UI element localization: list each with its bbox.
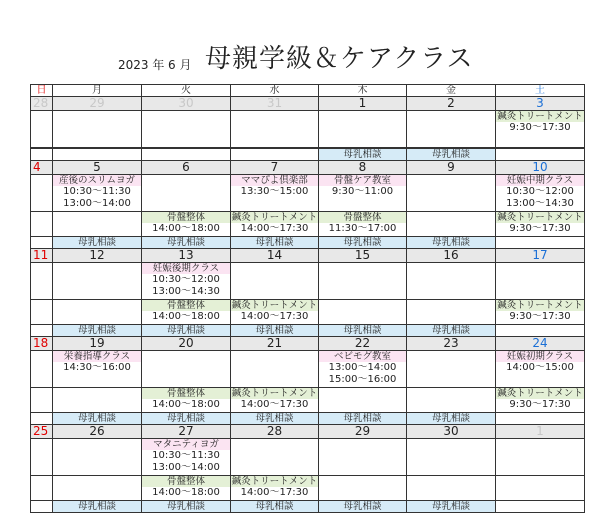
event-time: 13:00〜14:30 bbox=[506, 198, 574, 209]
date-row bbox=[31, 249, 585, 263]
breastfeeding-consult-cell: 母乳相談 bbox=[319, 501, 407, 513]
event-label: 妊娠後期クラス bbox=[142, 263, 230, 274]
event-cell bbox=[53, 175, 142, 212]
day-number: 26 bbox=[53, 425, 142, 439]
breastfeeding-consult-cell bbox=[31, 325, 53, 337]
treatment-cell bbox=[142, 300, 231, 325]
event-cell bbox=[407, 439, 496, 476]
event-cell bbox=[231, 351, 319, 388]
day-number: 27 bbox=[142, 425, 231, 439]
breastfeeding-consult-cell: 母乳相談 bbox=[231, 501, 319, 513]
breastfeeding-consult-cell: 母乳相談 bbox=[319, 325, 407, 337]
breastfeeding-consult-cell: 母乳相談 bbox=[407, 237, 496, 249]
treatment-cell bbox=[231, 476, 319, 501]
event-cell bbox=[231, 175, 319, 212]
event-cell bbox=[496, 175, 585, 212]
treatment-label: 鍼灸トリートメント bbox=[231, 212, 318, 223]
day-number: 19 bbox=[53, 337, 142, 351]
treatment-label: 骨盤整体 bbox=[142, 300, 230, 311]
treatment-cell bbox=[319, 300, 407, 325]
treatment-cell bbox=[31, 300, 53, 325]
day-number: 25 bbox=[31, 425, 53, 439]
event-time: 13:00〜14:00 bbox=[328, 362, 397, 373]
treatment-cell bbox=[231, 300, 319, 325]
date-row bbox=[31, 97, 585, 111]
treatment-label: 骨盤整体 bbox=[142, 212, 230, 223]
treatment-time: 14:00〜17:30 bbox=[240, 311, 309, 322]
event-cell bbox=[319, 175, 407, 212]
day-number: 23 bbox=[407, 337, 496, 351]
day-number: 8 bbox=[319, 161, 407, 175]
breastfeeding-consult-cell: 母乳相談 bbox=[53, 237, 142, 249]
event-time: 10:30〜12:00 bbox=[506, 186, 574, 197]
breastfeeding-consult-cell bbox=[142, 149, 231, 161]
event-cell bbox=[31, 351, 53, 388]
breastfeeding-consult-cell bbox=[31, 149, 53, 161]
event-label: 産後のスリムヨガ bbox=[53, 175, 141, 186]
breastfeeding-consult-cell bbox=[231, 149, 319, 161]
day-number: 24 bbox=[496, 337, 585, 351]
treatment-time: 14:00〜17:30 bbox=[240, 399, 309, 410]
consult-row bbox=[31, 501, 585, 513]
event-cell bbox=[53, 263, 142, 300]
breastfeeding-consult-cell bbox=[496, 149, 585, 161]
treatment-cell bbox=[319, 388, 407, 413]
treatment-time: 14:00〜17:30 bbox=[240, 223, 309, 234]
event-label: ベビモグ教室 bbox=[319, 351, 406, 362]
breastfeeding-consult-cell: 母乳相談 bbox=[53, 501, 142, 513]
event-cell bbox=[319, 111, 407, 148]
event-cell bbox=[407, 111, 496, 148]
day-number: 21 bbox=[231, 337, 319, 351]
treatment-time: 9:30〜17:30 bbox=[509, 223, 571, 234]
event-time: 13:30〜15:00 bbox=[240, 186, 309, 197]
event-cell bbox=[142, 351, 231, 388]
event-cell bbox=[407, 175, 496, 212]
event-cell bbox=[319, 263, 407, 300]
breastfeeding-consult-cell bbox=[31, 413, 53, 425]
event-label: 鍼灸トリートメント bbox=[497, 111, 583, 122]
breastfeeding-consult-cell bbox=[496, 325, 585, 337]
day-number: 6 bbox=[142, 161, 231, 175]
day-number: 16 bbox=[407, 249, 496, 263]
date-row bbox=[31, 161, 585, 175]
breastfeeding-consult-cell: 母乳相談 bbox=[142, 413, 231, 425]
event-row bbox=[31, 439, 585, 476]
treatment-cell bbox=[319, 212, 407, 237]
event-cell bbox=[319, 351, 407, 388]
breastfeeding-consult-cell: 母乳相談 bbox=[231, 237, 319, 249]
treatment-cell bbox=[142, 388, 231, 413]
breastfeeding-consult-cell bbox=[53, 149, 142, 161]
event-label: マタニティヨガ bbox=[142, 439, 230, 450]
treatment-label: 鍼灸トリートメント bbox=[231, 300, 318, 311]
day-number: 13 bbox=[142, 249, 231, 263]
day-number: 29 bbox=[53, 97, 142, 111]
treatment-row bbox=[31, 388, 585, 413]
event-cell bbox=[496, 439, 585, 476]
event-row bbox=[31, 263, 585, 300]
treatment-cell bbox=[142, 212, 231, 237]
breastfeeding-consult-cell: 母乳相談 bbox=[407, 501, 496, 513]
event-row bbox=[31, 111, 585, 148]
breastfeeding-consult-cell: 母乳相談 bbox=[407, 149, 496, 161]
treatment-time: 11:30〜17:00 bbox=[328, 223, 397, 234]
event-cell bbox=[53, 439, 142, 476]
treatment-cell bbox=[407, 388, 496, 413]
year-label: 2023 年 bbox=[118, 58, 165, 72]
calendar-table bbox=[30, 84, 585, 513]
treatment-cell bbox=[496, 300, 585, 325]
treatment-cell bbox=[496, 476, 585, 501]
event-cell bbox=[31, 175, 53, 212]
breastfeeding-consult-cell: 母乳相談 bbox=[319, 413, 407, 425]
weekday-tue: 火 bbox=[142, 85, 231, 97]
event-cell bbox=[142, 439, 231, 476]
treatment-cell bbox=[31, 388, 53, 413]
treatment-row bbox=[31, 476, 585, 501]
treatment-cell bbox=[407, 212, 496, 237]
treatment-cell bbox=[496, 212, 585, 237]
event-cell bbox=[319, 439, 407, 476]
treatment-time: 14:00〜18:00 bbox=[152, 223, 220, 234]
event-cell bbox=[53, 111, 142, 148]
treatment-time: 14:00〜18:00 bbox=[152, 487, 220, 498]
treatment-cell bbox=[407, 476, 496, 501]
day-number: 20 bbox=[142, 337, 231, 351]
event-cell bbox=[231, 111, 319, 148]
event-cell bbox=[142, 111, 231, 148]
day-number: 22 bbox=[319, 337, 407, 351]
weekday-sun: 日 bbox=[31, 85, 53, 97]
day-number: 31 bbox=[231, 97, 319, 111]
day-number: 4 bbox=[31, 161, 53, 175]
event-label: 骨盤ケア教室 bbox=[319, 175, 406, 186]
weekday-thu: 木 bbox=[319, 85, 407, 97]
breastfeeding-consult-cell: 母乳相談 bbox=[231, 413, 319, 425]
event-cell bbox=[407, 351, 496, 388]
breastfeeding-consult-cell: 母乳相談 bbox=[142, 237, 231, 249]
breastfeeding-consult-cell: 母乳相談 bbox=[319, 237, 407, 249]
event-label: ママぴよ倶楽部 bbox=[231, 175, 318, 186]
treatment-cell bbox=[53, 300, 142, 325]
treatment-time: 14:00〜18:00 bbox=[152, 311, 220, 322]
weekday-mon: 月 bbox=[53, 85, 142, 97]
weekday-fri: 金 bbox=[407, 85, 496, 97]
treatment-row bbox=[31, 300, 585, 325]
breastfeeding-consult-cell: 母乳相談 bbox=[53, 413, 142, 425]
month-label: 6 月 bbox=[168, 58, 192, 72]
weekday-sat: 土 bbox=[496, 85, 585, 97]
day-number: 9 bbox=[407, 161, 496, 175]
calendar-title bbox=[0, 34, 600, 74]
day-number: 1 bbox=[319, 97, 407, 111]
event-cell bbox=[142, 263, 231, 300]
day-number: 15 bbox=[319, 249, 407, 263]
treatment-row bbox=[31, 212, 585, 237]
event-row bbox=[31, 351, 585, 388]
breastfeeding-consult-cell bbox=[31, 501, 53, 513]
event-row bbox=[31, 175, 585, 212]
treatment-label: 鍼灸トリートメント bbox=[497, 300, 583, 311]
treatment-time: 9:30〜17:30 bbox=[509, 311, 571, 322]
day-number: 14 bbox=[231, 249, 319, 263]
treatment-label: 鍼灸トリートメント bbox=[497, 388, 583, 399]
event-cell bbox=[231, 263, 319, 300]
consult-row bbox=[31, 149, 585, 161]
breastfeeding-consult-cell bbox=[496, 501, 585, 513]
event-label: 妊娠初期クラス bbox=[496, 351, 584, 362]
day-number: 17 bbox=[496, 249, 585, 263]
day-number: 2 bbox=[407, 97, 496, 111]
treatment-cell bbox=[407, 300, 496, 325]
breastfeeding-consult-cell: 母乳相談 bbox=[53, 325, 142, 337]
event-time: 14:30〜16:00 bbox=[63, 362, 131, 373]
page-title: 母親学級＆ケアクラス bbox=[205, 44, 474, 74]
event-cell bbox=[31, 263, 53, 300]
treatment-cell bbox=[53, 212, 142, 237]
treatment-label: 鍼灸トリートメント bbox=[231, 476, 318, 487]
treatment-cell bbox=[142, 476, 231, 501]
event-time: 13:00〜14:00 bbox=[63, 198, 131, 209]
event-cell bbox=[31, 111, 53, 148]
event-cell bbox=[53, 351, 142, 388]
event-time: 10:30〜11:30 bbox=[63, 186, 131, 197]
day-number: 28 bbox=[31, 97, 53, 111]
event-time: 9:30〜11:00 bbox=[331, 186, 394, 197]
treatment-time: 14:00〜17:30 bbox=[240, 487, 309, 498]
treatment-cell bbox=[31, 476, 53, 501]
breastfeeding-consult-cell: 母乳相談 bbox=[407, 413, 496, 425]
event-time: 14:00〜15:00 bbox=[506, 362, 574, 373]
breastfeeding-consult-cell bbox=[496, 237, 585, 249]
event-cell bbox=[31, 439, 53, 476]
weekday-wed: 水 bbox=[231, 85, 319, 97]
day-number: 30 bbox=[407, 425, 496, 439]
day-number: 30 bbox=[142, 97, 231, 111]
breastfeeding-consult-cell: 母乳相談 bbox=[407, 325, 496, 337]
day-number: 10 bbox=[496, 161, 585, 175]
breastfeeding-consult-cell: 母乳相談 bbox=[319, 149, 407, 161]
treatment-cell bbox=[53, 476, 142, 501]
treatment-cell bbox=[231, 388, 319, 413]
treatment-cell bbox=[319, 476, 407, 501]
treatment-label: 骨盤整体 bbox=[319, 212, 406, 223]
treatment-label: 鍼灸トリートメント bbox=[497, 212, 583, 223]
event-cell bbox=[231, 439, 319, 476]
breastfeeding-consult-cell: 母乳相談 bbox=[142, 325, 231, 337]
day-number: 28 bbox=[231, 425, 319, 439]
day-number: 3 bbox=[496, 97, 585, 111]
day-number: 1 bbox=[496, 425, 585, 439]
day-number: 18 bbox=[31, 337, 53, 351]
consult-row bbox=[31, 237, 585, 249]
event-time: 15:00〜16:00 bbox=[328, 374, 397, 385]
event-time: 13:00〜14:30 bbox=[152, 286, 220, 297]
treatment-cell bbox=[496, 388, 585, 413]
event-label: 妊娠中期クラス bbox=[496, 175, 584, 186]
event-time: 9:30〜17:30 bbox=[509, 122, 571, 133]
event-cell bbox=[142, 175, 231, 212]
event-time: 10:30〜12:00 bbox=[152, 274, 220, 285]
treatment-time: 14:00〜18:00 bbox=[152, 399, 220, 410]
weekday-header-row bbox=[31, 85, 585, 97]
event-cell bbox=[496, 263, 585, 300]
treatment-label: 鍼灸トリートメント bbox=[231, 388, 318, 399]
treatment-cell bbox=[53, 388, 142, 413]
day-number: 11 bbox=[31, 249, 53, 263]
event-label: 栄養指導クラス bbox=[53, 351, 141, 362]
event-cell bbox=[496, 111, 585, 148]
consult-row bbox=[31, 413, 585, 425]
day-number: 29 bbox=[319, 425, 407, 439]
breastfeeding-consult-cell: 母乳相談 bbox=[231, 325, 319, 337]
consult-row bbox=[31, 325, 585, 337]
event-cell bbox=[496, 351, 585, 388]
treatment-cell bbox=[31, 212, 53, 237]
day-number: 5 bbox=[53, 161, 142, 175]
date-row bbox=[31, 425, 585, 439]
day-number: 7 bbox=[231, 161, 319, 175]
treatment-cell bbox=[231, 212, 319, 237]
treatment-time: 9:30〜17:30 bbox=[509, 399, 571, 410]
breastfeeding-consult-cell: 母乳相談 bbox=[142, 501, 231, 513]
breastfeeding-consult-cell bbox=[31, 237, 53, 249]
event-time: 10:30〜11:30 bbox=[152, 450, 220, 461]
date-row bbox=[31, 337, 585, 351]
event-cell bbox=[407, 263, 496, 300]
breastfeeding-consult-cell bbox=[496, 413, 585, 425]
event-time: 13:00〜14:00 bbox=[152, 462, 220, 473]
treatment-label: 骨盤整体 bbox=[142, 476, 230, 487]
day-number: 12 bbox=[53, 249, 142, 263]
treatment-label: 骨盤整体 bbox=[142, 388, 230, 399]
